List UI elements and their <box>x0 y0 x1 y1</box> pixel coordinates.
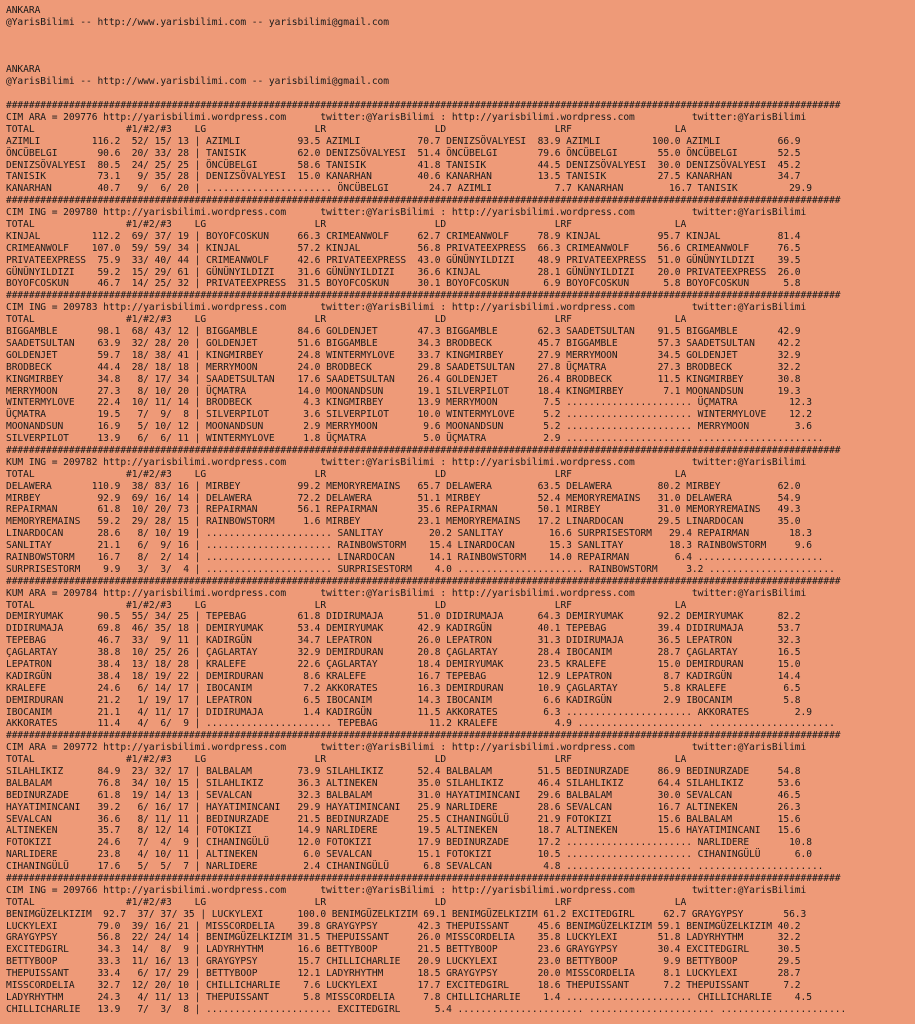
column-header-row: TOTAL #1/#2/#3 LG LR LD LRF LA <box>6 599 687 611</box>
horse-row: SAADETSULTAN 63.9 32/ 28/ 20 | GOLDENJET 51.6 BIGGAMBLE 34.3 BRODBECK 45.7 BIGGAMBLE 57.3 SAADETSULTAN 42.2 <box>6 337 801 349</box>
horse-row: AZIMLI 116.2 52/ 15/ 13 | AZIMLI 93.5 AZIMLI 70.7 DENIZSÖVALYESI 83.9 AZIMLI 100.0 AZIMLI 66.9 <box>6 135 801 147</box>
horse-row: KRALEFE 24.6 6/ 14/ 17 | IBOCANIM 7.2 AKKORATES 16.3 DEMIRDURAN 10.9 ÇAGLARTAY 5.8 KRALEFE 6.5 <box>6 682 801 694</box>
column-header-row: TOTAL #1/#2/#3 LG LR LD LRF LA <box>6 896 687 908</box>
horse-row: REPAIRMAN 61.8 10/ 20/ 73 | REPAIRMAN 56.1 REPAIRMAN 35.6 REPAIRMAN 50.1 MIRBEY 31.0 MEMORYREMAINS 49.3 <box>6 504 801 516</box>
blank-line <box>6 29 915 41</box>
horse-row: GÜNÜNYILDIZI 59.2 15/ 29/ 61 | GÜNÜNYILDIZI 31.6 GÜNÜNYILDIZI 36.6 KINJAL 28.1 GÜNÜNYILDIZI 20.0 PRIVATEEXPRESS 26.0 <box>6 266 801 278</box>
blank-line <box>6 53 915 65</box>
section-divider: ################################################################################################################################################## <box>6 575 841 587</box>
race-header: CIM ING = 209780 http://yarisbilimi.wordpress.com twitter:@YarisBilimi : http://yarisbilimi.wordpress.com twitter:@YarisBilimi <box>6 207 807 219</box>
horse-row: MIRBEY 92.9 69/ 16/ 14 | DELAWERA 72.2 DELAWERA 51.1 MIRBEY 52.4 MEMORYREMAINS 31.0 DELAWERA 54.9 <box>6 492 801 504</box>
blank-line <box>6 41 915 53</box>
horse-row: CRIMEANWOLF 107.0 59/ 59/ 34 | KINJAL 57.2 KINJAL 56.8 PRIVATEEXPRESS 66.3 CRIMEANWOLF 56.6 CRIMEANWOLF 76.5 <box>6 242 801 254</box>
horse-row: SILAHLIKIZ 84.9 23/ 32/ 17 | BALBALAM 73.9 SILAHLIKIZ 52.4 BALBALAM 51.5 BEDINURZADE 86.9 BEDINURZADE 54.8 <box>6 766 801 777</box>
horse-row: CHILLICHARLIE 13.9 7/ 3/ 8 | ...................... EXCITEDGIRL 5.4 ...................... ...................... ...................... <box>6 1003 847 1015</box>
horse-row: ÖNCÜBELGI 90.6 20/ 33/ 28 | TANISIK 62.0 DENIZSÖVALYESI 51.4 ÖNCÜBELGI 79.6 ÖNCÜBELGI 55.0 ÖNCÜBELGI 52.5 <box>6 147 801 159</box>
horse-row: SURPRISESTORM 9.9 3/ 3/ 4 | ...................... SURPRISESTORM 4.0 ...................... RAINBOWSTORM 3.2 ...................... <box>6 563 835 575</box>
blank-line <box>6 88 915 100</box>
horse-row: KANARHAN 40.7 9/ 6/ 20 | ...................... ÖNCÜBELGI 24.7 AZIMLI 7.7 KANARHAN 16.7 TANISIK 29.9 <box>6 183 812 195</box>
horse-row: PRIVATEEXPRESS 75.9 33/ 40/ 44 | CRIMEANWOLF 42.6 PRIVATEEXPRESS 43.0 GÜNÜNYILDIZI 48.9 PRIVATEEXPRESS 51.0 GÜNÜNYILDIZI 39.5 <box>6 254 801 266</box>
horse-row: MERRYMOON 27.3 8/ 10/ 20 | ÜÇMATRA 14.0 MOONANDSUN 19.1 SILVERPILOT 18.4 KINGMIRBEY 7.1 MOONANDSUN 19.3 <box>6 385 801 397</box>
column-header-row: TOTAL #1/#2/#3 LG LR LD LRF LA <box>6 314 687 326</box>
horse-row: EXCITEDGIRL 34.3 14/ 8/ 9 | LADYRHYTHM 16.6 BETTYBOOP 21.5 BETTYBOOP 23.6 GRAYGYPSY 30.4 EXCITEDGIRL 30.5 <box>6 944 801 956</box>
column-header-row: TOTAL #1/#2/#3 LG LR LD LRF LA <box>6 754 687 766</box>
horse-row: KINGMIRBEY 34.8 8/ 17/ 34 | SAADETSULTAN 17.6 SAADETSULTAN 26.4 GOLDENJET 26.4 BRODBECK 11.5 KINGMIRBEY 30.8 <box>6 373 801 385</box>
city-title: ANKARA <box>6 64 41 76</box>
site-credit-line: @YarisBilimi -- http://www.yarisbilimi.com -- yarisbilimi@gmail.com <box>6 16 389 28</box>
horse-row: GOLDENJET 59.7 18/ 38/ 41 | KINGMIRBEY 24.8 WINTERMYLOVE 33.7 KINGMIRBEY 27.9 MERRYMOON 34.5 GOLDENJET 32.9 <box>6 349 801 361</box>
horse-row: MEMORYREMAINS 59.2 29/ 28/ 15 | RAINBOWSTORM 1.6 MIRBEY 23.1 MEMORYREMAINS 17.2 LINARDOCAN 29.5 LINARDOCAN 35.0 <box>6 516 801 528</box>
section-divider: ################################################################################################################################################## <box>6 195 841 207</box>
horse-row: LUCKYLEXI 79.0 39/ 16/ 21 | MISSCORDELIA 39.8 GRAYGYPSY 42.3 THEPUISSANT 45.6 BENIMGÜZELKIZIM 59.1 BENIMGÜZELKIZIM 40.2 <box>6 920 801 932</box>
horse-row: BIGGAMBLE 98.1 68/ 43/ 12 | BIGGAMBLE 84.6 GOLDENJET 47.3 BIGGAMBLE 62.3 SAADETSULTAN 91.5 BIGGAMBLE 42.9 <box>6 326 801 338</box>
horse-row: MISSCORDELIA 32.7 12/ 20/ 10 | CHILLICHARLIE 7.6 LUCKYLEXI 17.7 EXCITEDGIRL 18.6 THEPUISSANT 7.2 THEPUISSANT 7.2 <box>6 980 801 992</box>
race-header: CIM ARA = 209772 http://yarisbilimi.wordpress.com twitter:@YarisBilimi : http://yarisbilimi.wordpress.com twitter:@YarisBilimi <box>6 742 807 754</box>
horse-row: WINTERMYLOVE 22.4 10/ 11/ 14 | BRODBECK 4.3 KINGMIRBEY 13.9 MERRYMOON 7.5 ...................... ÜÇMATRA 12.3 <box>6 397 812 409</box>
horse-row: DELAWERA 110.9 38/ 83/ 16 | MIRBEY 99.2 MEMORYREMAINS 65.7 DELAWERA 63.5 DELAWERA 80.2 MIRBEY 62.0 <box>6 480 801 492</box>
horse-row: LADYRHYTHM 24.3 4/ 11/ 13 | THEPUISSANT 5.8 MISSCORDELIA 7.8 CHILLICHARLIE 1.4 ...................... CHILLICHARLIE 4.5 <box>6 991 812 1003</box>
horse-row: LINARDOCAN 28.6 8/ 10/ 19 | ...................... SANLITAY 20.2 SANLITAY 16.6 SURPRISESTORM 29.4 REPAIRMAN 18.3 <box>6 528 812 540</box>
horse-row: THEPUISSANT 33.4 6/ 17/ 29 | BETTYBOOP 12.1 LADYRHYTHM 18.5 GRAYGYPSY 20.0 MISSCORDELIA 8.1 LUCKYLEXI 28.7 <box>6 968 801 980</box>
race-header: CIM ING = 209766 http://yarisbilimi.wordpress.com twitter:@YarisBilimi : http://yarisbilimi.wordpress.com twitter:@YarisBilimi <box>6 884 807 896</box>
horse-row: BOYOFCOSKUN 46.7 14/ 25/ 32 | PRIVATEEXPRESS 31.5 BOYOFCOSKUN 30.1 BOYOFCOSKUN 6.9 BOYOFCOSKUN 5.8 BOYOFCOSKUN 5.8 <box>6 278 801 290</box>
horse-row: SANLITAY 21.1 6/ 9/ 16 | ...................... RAINBOWSTORM 15.4 LINARDOCAN 15.3 SANLITAY 18.3 RAINBOWSTORM 9.6 <box>6 540 812 552</box>
horse-row: BEDINURZADE 61.8 19/ 14/ 13 | SEVALCAN 32.3 BALBALAM 31.0 HAYATIMINCANI 29.6 BALBALAM 30.0 SEVALCAN 46.5 <box>6 789 801 801</box>
horse-row: CIHANINGÜLÜ 17.6 5/ 5/ 7 | NARLIDERE 2.4 CIHANINGÜLÜ 6.8 SEVALCAN 4.8 ...................... ...................... <box>6 861 824 873</box>
site-credit-line: @YarisBilimi -- http://www.yarisbilimi.com -- yarisbilimi@gmail.com <box>6 76 389 88</box>
horse-row: KADIRGÜN 38.4 18/ 19/ 22 | DEMIRDURAN 8.6 KRALEFE 16.7 TEPEBAG 12.9 LEPATRON 8.7 KADIRGÜN 14.4 <box>6 670 801 682</box>
section-divider: ################################################################################################################################################## <box>6 444 841 456</box>
horse-row: BALBALAM 76.8 34/ 10/ 15 | SILAHLIKIZ 36.3 ALTINEKEN 35.0 SILAHLIKIZ 46.4 SILAHLIKIZ 64.4 SILAHLIKIZ 53.6 <box>6 777 801 789</box>
horse-row: AKKORATES 11.4 4/ 6/ 9 | ...................... TEPEBAG 11.2 KRALEFE 4.9 ...................... ...................... <box>6 718 835 730</box>
section-divider: ################################################################################################################################################## <box>6 873 841 885</box>
horse-row: FOTOKIZI 24.6 7/ 4/ 9 | CIHANINGÜLÜ 12.0 FOTOKIZI 17.9 BEDINURZADE 17.2 ...................... NARLIDERE 10.8 <box>6 837 812 849</box>
race-header: KUM ARA = 209784 http://yarisbilimi.wordpress.com twitter:@YarisBilimi : http://yarisbilimi.wordpress.com twitter:@YarisBilimi <box>6 587 807 599</box>
section-divider: ################################################################################################################################################## <box>6 100 841 112</box>
horse-row: KINJAL 112.2 69/ 37/ 19 | BOYOFCOSKUN 66.3 CRIMEANWOLF 62.7 CRIMEANWOLF 78.9 KINJAL 95.7 KINJAL 81.4 <box>6 230 801 242</box>
horse-row: BENIMGÜZELKIZIM 92.7 37/ 37/ 35 | LUCKYLEXI 100.0 BENIMGÜZELKIZIM 69.1 BENIMGÜZELKIZIM 61.2 EXCITEDGIRL 62.7 GRAYGYPSY 56.3 <box>6 908 807 920</box>
column-header-row: TOTAL #1/#2/#3 LG LR LD LRF LA <box>6 219 687 231</box>
horse-row: SEVALCAN 36.6 8/ 11/ 11 | BEDINURZADE 21.5 BEDINURZADE 25.5 CIHANINGÜLÜ 21.9 FOTOKIZI 15.6 BALBALAM 15.6 <box>6 813 801 825</box>
column-header-row: TOTAL #1/#2/#3 LG LR LD LRF LA <box>6 123 687 135</box>
column-header-row: TOTAL #1/#2/#3 LG LR LD LRF LA <box>6 468 687 480</box>
horse-row: HAYATIMINCANI 39.2 6/ 16/ 17 | HAYATIMINCANI 29.9 HAYATIMINCANI 25.9 NARLIDERE 28.6 SEVALCAN 16.7 ALTINEKEN 26.3 <box>6 801 801 813</box>
horse-row: BETTYBOOP 33.3 11/ 16/ 13 | GRAYGYPSY 15.7 CHILLICHARLIE 20.9 LUCKYLEXI 23.0 BETTYBOOP 9.9 BETTYBOOP 29.5 <box>6 956 801 968</box>
horse-row: DEMIRDURAN 21.2 1/ 19/ 17 | LEPATRON 6.5 IBOCANIM 14.3 IBOCANIM 6.6 KADIRGÜN 2.9 IBOCANIM 5.8 <box>6 694 801 706</box>
horse-row: LEPATRON 38.4 13/ 18/ 28 | KRALEFE 22.6 ÇAGLARTAY 18.4 DEMIRYUMAK 23.5 KRALEFE 15.0 DEMIRDURAN 15.0 <box>6 658 801 670</box>
city-title: ANKARA <box>6 5 41 16</box>
race-header: CIM ING = 209783 http://yarisbilimi.wordpress.com twitter:@YarisBilimi : http://yarisbilimi.wordpress.com twitter:@YarisBilimi <box>6 302 807 314</box>
horse-row: DEMIRYUMAK 90.5 55/ 34/ 25 | TEPEBAG 61.8 DIDIRUMAJA 51.0 DIDIRUMAJA 64.3 DEMIRYUMAK 92.2 DEMIRYUMAK 82.2 <box>6 611 801 623</box>
horse-row: RAINBOWSTORM 16.7 8/ 2/ 14 | ...................... LINARDOCAN 14.1 RAINBOWSTORM 14.0 REPAIRMAN 6.4 ...................... <box>6 551 824 563</box>
horse-row: ALTINEKEN 35.7 8/ 12/ 14 | FOTOKIZI 14.9 NARLIDERE 19.5 ALTINEKEN 18.7 ALTINEKEN 15.6 HAYATIMINCANI 15.6 <box>6 825 801 837</box>
race-header: CIM ARA = 209776 http://yarisbilimi.wordpress.com twitter:@YarisBilimi : http://yarisbilimi.wordpress.com twitter:@YarisBilimi <box>6 112 807 124</box>
horse-row: TEPEBAG 46.7 33/ 9/ 11 | KADIRGÜN 34.7 LEPATRON 26.0 LEPATRON 31.3 DIDIRUMAJA 36.5 LEPATRON 32.3 <box>6 635 801 647</box>
section-divider: ################################################################################################################################################## <box>6 290 841 302</box>
section-divider: ################################################################################################################################################## <box>6 730 841 742</box>
horse-row: MOONANDSUN 16.9 5/ 10/ 12 | MOONANDSUN 2.9 MERRYMOON 9.6 MOONANDSUN 5.2 ...................... MERRYMOON 3.6 <box>6 421 812 433</box>
horse-row: ÜÇMATRA 19.5 7/ 9/ 8 | SILVERPILOT 3.6 SILVERPILOT 10.0 WINTERMYLOVE 5.2 ...................... WINTERMYLOVE 12.2 <box>6 409 812 421</box>
horse-row: BRODBECK 44.4 28/ 18/ 18 | MERRYMOON 24.0 BRODBECK 29.8 SAADETSULTAN 27.8 ÜÇMATRA 27.3 BRODBECK 32.2 <box>6 361 801 373</box>
horse-row: ÇAGLARTAY 38.8 10/ 25/ 26 | ÇAGLARTAY 32.9 DEMIRDURAN 20.8 ÇAGLARTAY 28.4 IBOCANIM 28.7 ÇAGLARTAY 16.5 <box>6 647 801 659</box>
horse-row: SILVERPILOT 13.9 6/ 6/ 11 | WINTERMYLOVE 1.8 ÜÇMATRA 5.0 ÜÇMATRA 2.9 ...................... ...................... <box>6 433 824 445</box>
horse-row: DENIZSÖVALYESI 80.5 24/ 25/ 25 | ÖNCÜBELGI 58.6 TANISIK 41.8 TANISIK 44.5 DENIZSÖVALYESI 30.0 DENIZSÖVALYESI 45.2 <box>6 159 801 171</box>
horse-row: GRAYGYPSY 56.8 22/ 24/ 14 | BENIMGÜZELKIZIM 31.5 THEPUISSANT 26.0 MISSCORDELIA 35.8 LUCKYLEXI 51.8 LADYRHYTHM 32.2 <box>6 932 801 944</box>
race-header: KUM ING = 209782 http://yarisbilimi.wordpress.com twitter:@YarisBilimi : http://yarisbilimi.wordpress.com twitter:@YarisBilimi <box>6 456 807 468</box>
horse-row: IBOCANIM 21.1 4/ 11/ 17 | DIDIRUMAJA 1.4 KADIRGÜN 11.5 AKKORATES 6.3 ...................... AKKORATES 2.9 <box>6 706 812 718</box>
horse-row: NARLIDERE 23.8 4/ 10/ 11 | ALTINEKEN 6.0 SEVALCAN 15.1 FOTOKIZI 10.5 ...................... CIHANINGÜLÜ 6.0 <box>6 849 812 861</box>
horse-row: TANISIK 73.1 9/ 35/ 28 | DENIZSÖVALYESI 15.0 KANARHAN 40.6 KANARHAN 13.5 TANISIK 27.5 KANARHAN 34.7 <box>6 171 801 183</box>
horse-row: DIDIRUMAJA 69.8 46/ 35/ 18 | DEMIRYUMAK 53.4 DEMIRYUMAK 42.9 KADIRGÜN 40.1 TEPEBAG 39.4 DIDIRUMAJA 53.7 <box>6 623 801 635</box>
